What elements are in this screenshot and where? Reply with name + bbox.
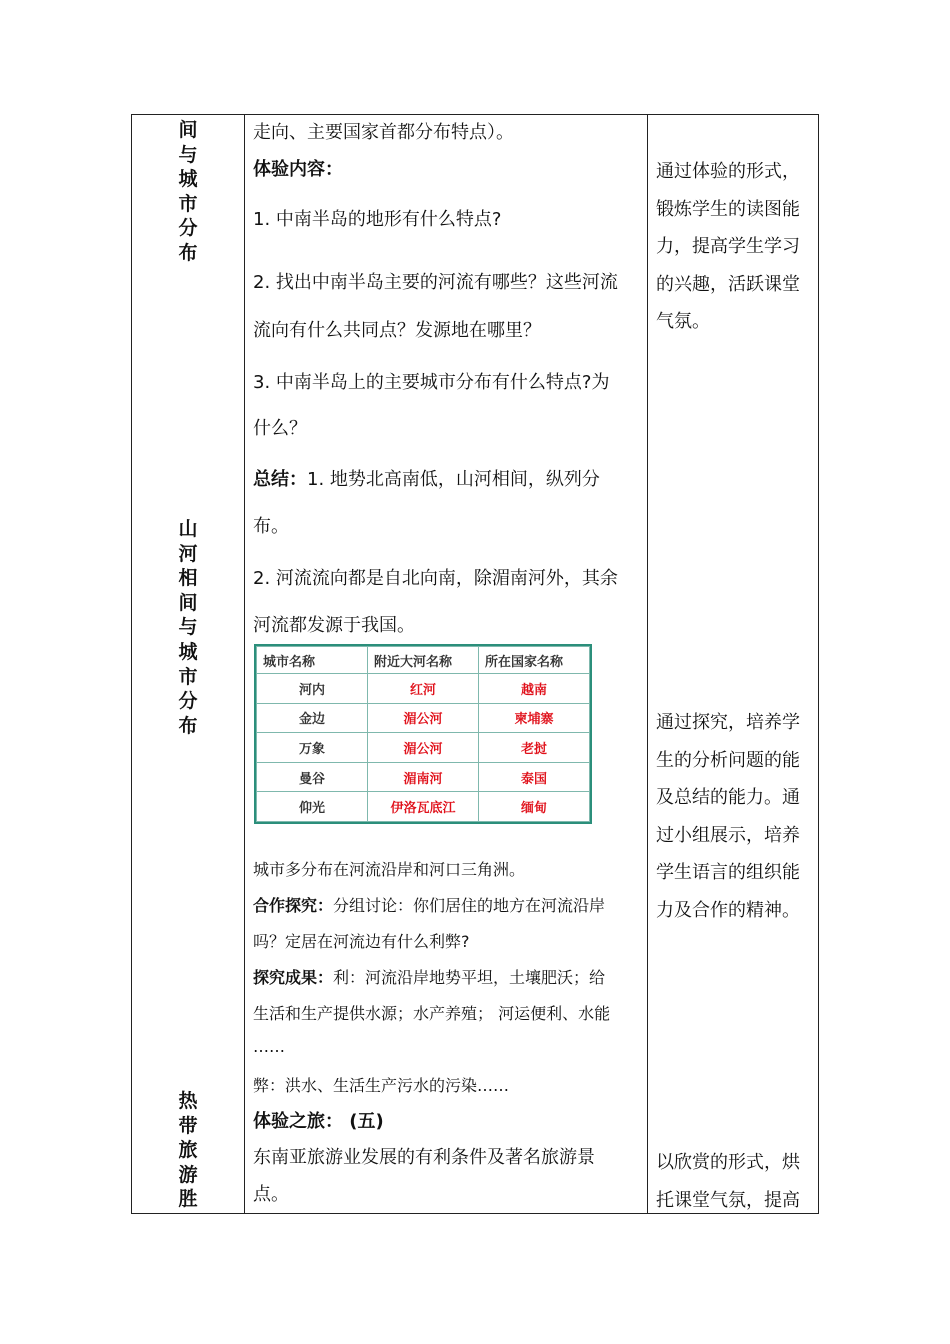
summary-label: 总结： [253, 469, 307, 490]
summary-2: 2. 河流流向都是自北向南，除湄南河外，其余 [253, 568, 618, 589]
table-row: 曼谷 湄南河 泰国 [257, 762, 590, 792]
topic-title-bottom: 热 带 旅 游 胜 [178, 1090, 198, 1211]
header-river: 附近大河名称 [368, 647, 479, 674]
lesson-table [131, 114, 819, 1214]
purpose-note-2: 通过探究，培养学 生的分析问题的能 及总结的能力。通 过小组展示，培养 学生语言的组织能 力及合作的精神。 [656, 712, 800, 921]
question-2-cont: 流向有什么共同点？发源地在哪里？ [253, 320, 541, 341]
purpose-note-3: 以欣赏的形式，烘 托课堂气氛，提高 [656, 1152, 800, 1211]
topic-column [132, 115, 244, 1213]
journey-heading: 体验之旅： (五) [253, 1111, 384, 1132]
result-line-cont: 生活和生产提供水源；水产养殖； 河运便利、水能 [253, 1004, 611, 1023]
purpose-column [648, 115, 818, 1213]
result-label: 探究成果： [253, 968, 334, 987]
city-river-table [254, 644, 592, 824]
header-city: 城市名称 [257, 647, 368, 674]
topic-title-mid: 山 河 相 间 与 城 市 分 布 [178, 518, 198, 737]
table-row: 河内 红河 越南 [257, 674, 590, 704]
table-row: 金边 湄公河 柬埔寨 [257, 703, 590, 733]
result-line: 探究成果：利：河流沿岸地势平坦，土壤肥沃；给 [253, 968, 606, 987]
coop-label: 合作探究： [253, 896, 334, 915]
summary-1: 总结：1. 地势北高南低，山河相间，纵列分 [253, 469, 600, 490]
question-3: 3. 中南半岛上的主要城市分布有什么特点?为 [253, 372, 610, 393]
result-ellipsis: …… [253, 1037, 285, 1056]
content-line: 走向、主要国家首都分布特点）。 [253, 122, 514, 143]
question-1: 1. 中南半岛的地形有什么特点? [253, 209, 502, 230]
result-drawback: 弊：洪水、生活生产污水的污染…… [253, 1076, 510, 1095]
journey-line-cont: 点。 [253, 1184, 289, 1205]
table-row: 仰光 伊洛瓦底江 缅甸 [257, 792, 590, 822]
question-2: 2. 找出中南半岛主要的河流有哪些？这些河流 [253, 272, 618, 293]
coop-line: 合作探究：分组讨论：你们居住的地方在河流沿岸 [253, 896, 606, 915]
header-country: 所在国家名称 [479, 647, 590, 674]
summary-1-cont: 布。 [253, 516, 289, 537]
journey-line: 东南亚旅游业发展的有利条件及著名旅游景 [253, 1147, 595, 1168]
summary-2-cont: 河流都发源于我国。 [253, 615, 415, 636]
purpose-note-1: 通过体验的形式， 锻炼学生的读图能 力，提高学生学习 的兴趣，活跃课堂 气氛。 [656, 161, 800, 332]
experience-heading: 体验内容： [253, 159, 343, 180]
coop-line-cont: 吗？定居在河流边有什么利弊? [253, 932, 470, 951]
table-header-row [257, 647, 590, 674]
question-3-cont: 什么？ [253, 418, 307, 439]
city-note: 城市多分布在河流沿岸和河口三角洲。 [253, 860, 526, 879]
topic-title-top: 间 与 城 市 分 布 [178, 119, 198, 264]
table-row: 万象 湄公河 老挝 [257, 733, 590, 763]
